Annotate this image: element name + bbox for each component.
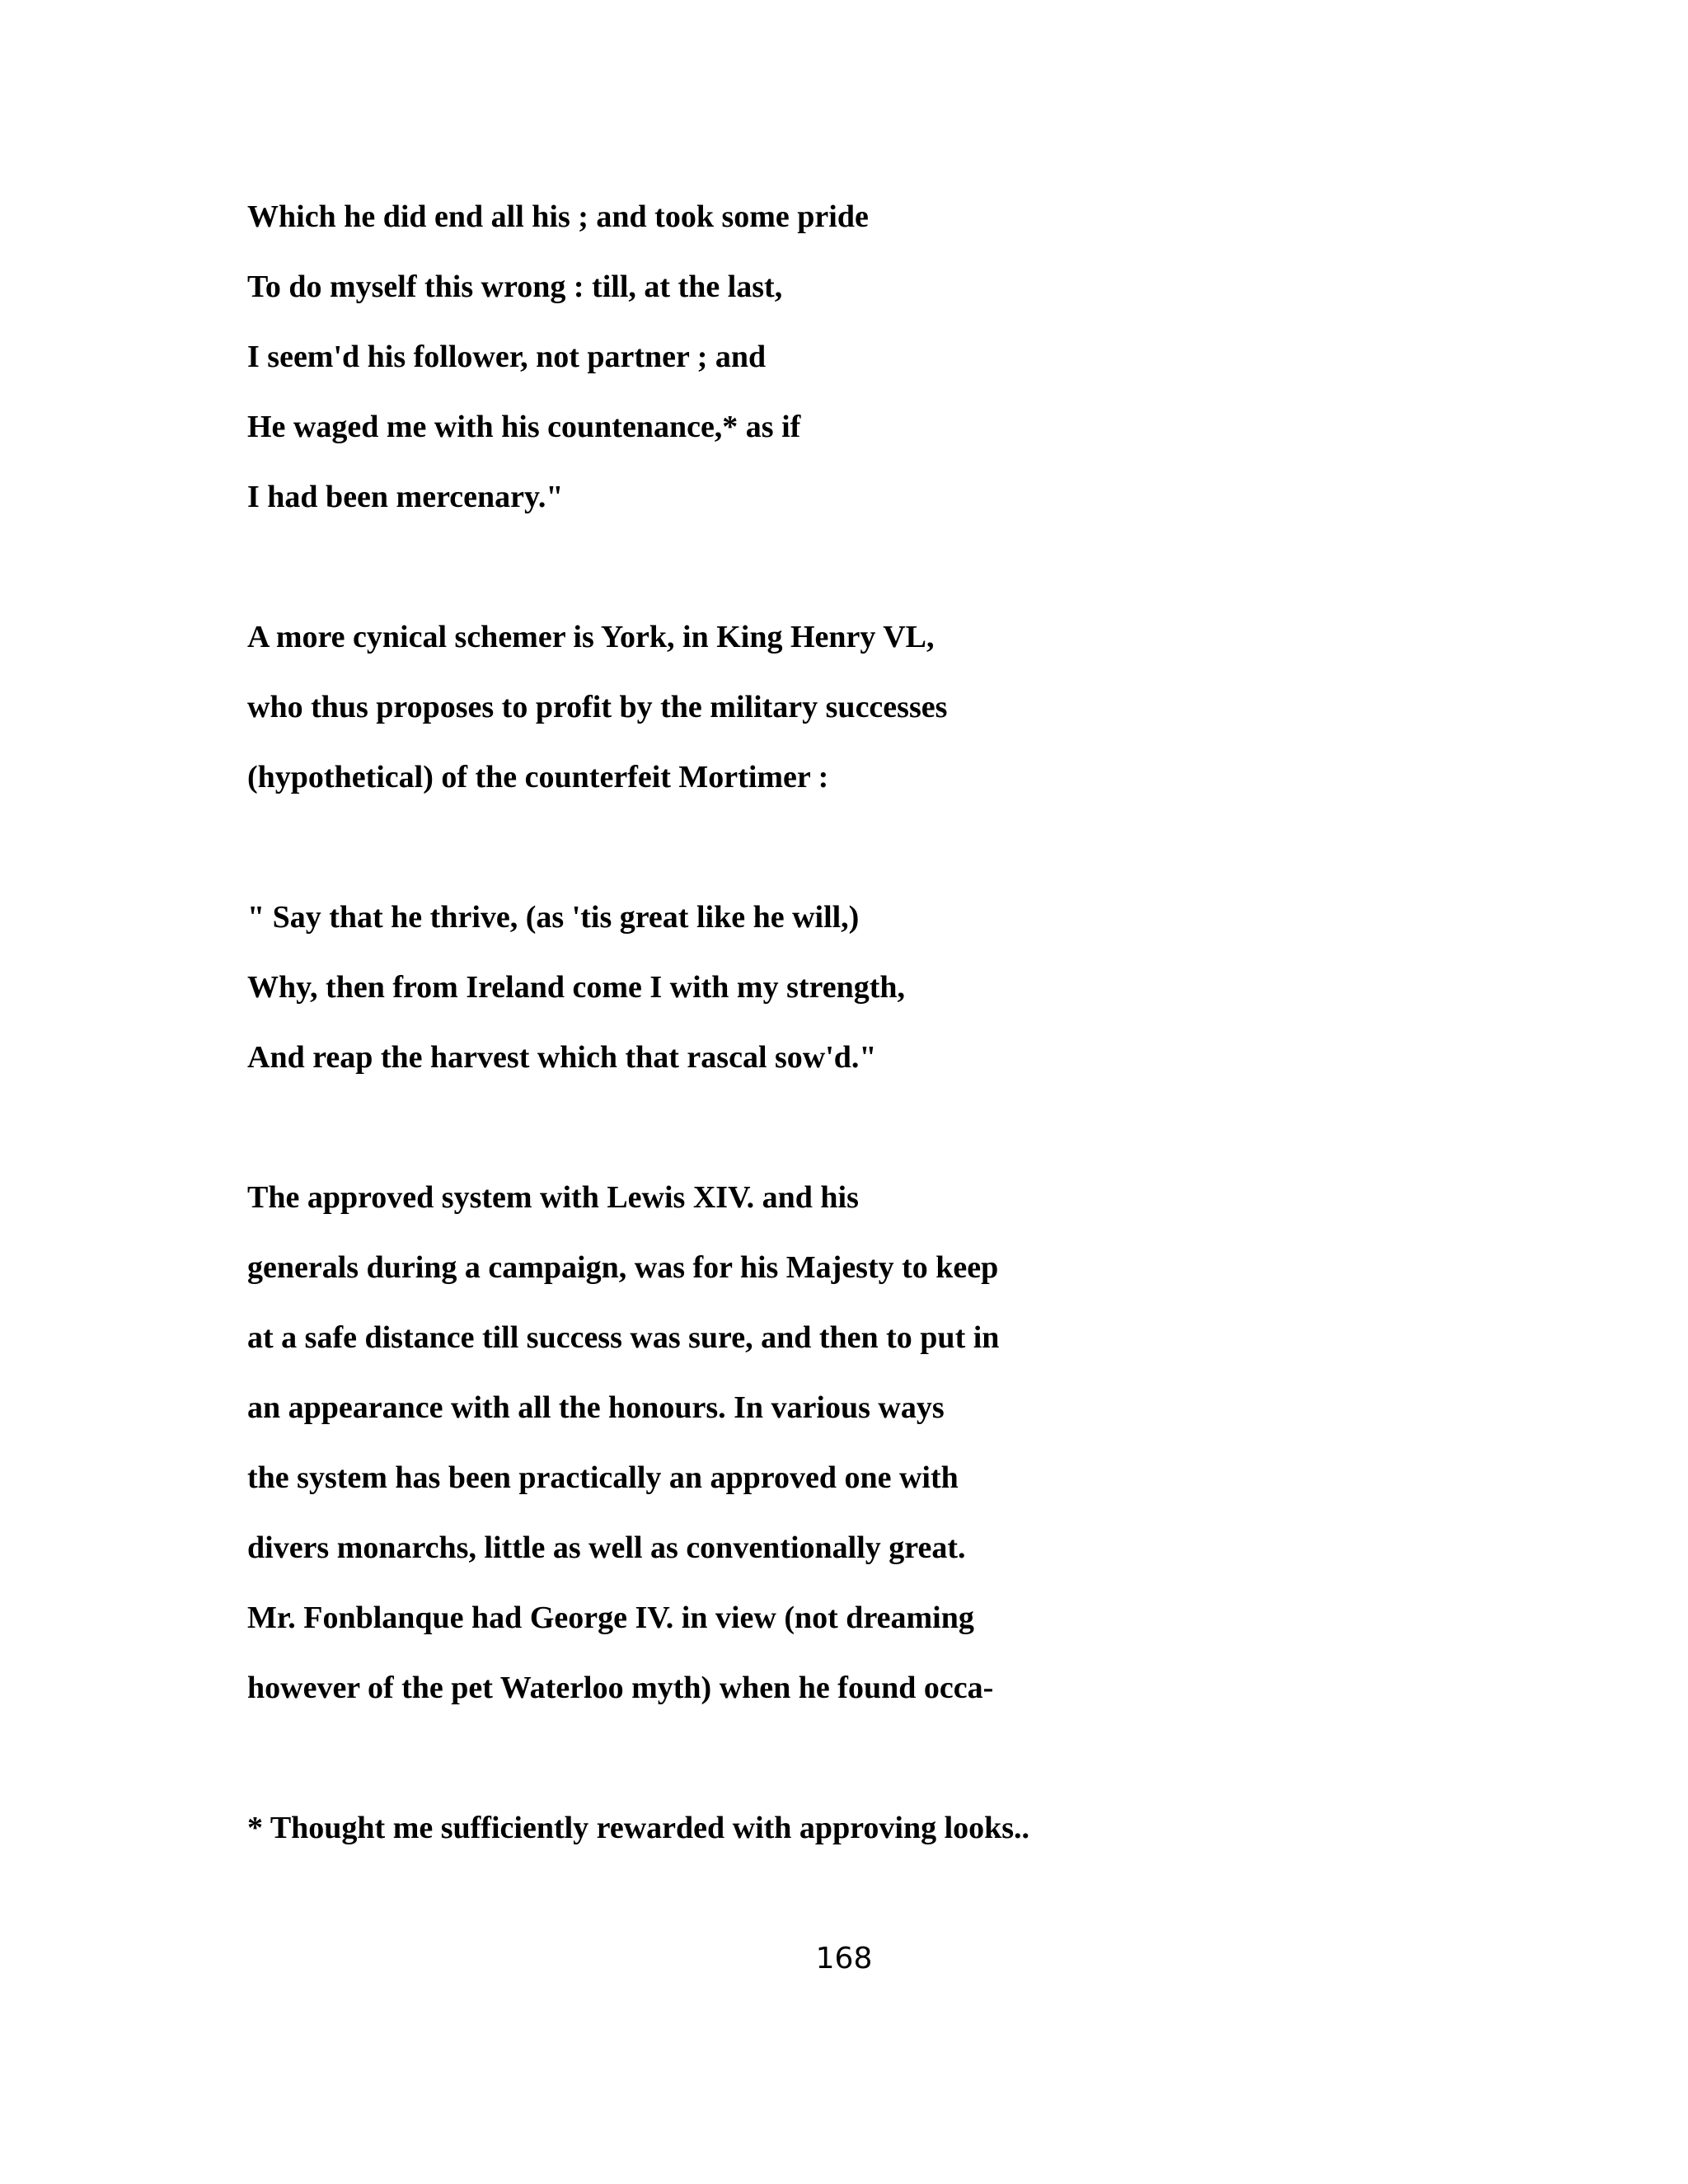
text-line: I seem'd his follower, not partner ; and (247, 340, 767, 374)
text-line: who thus proposes to profit by the military successes (247, 690, 948, 724)
text-line: generals during a campaign, was for his Majesty to keep (247, 1250, 999, 1285)
text-line: He waged me with his countenance,* as if (247, 410, 801, 444)
text-line: the system has been practically an approved one with (247, 1460, 959, 1495)
page-number: 168 (815, 1942, 873, 1975)
text-line: however of the pet Waterloo myth) when he found occa- (247, 1671, 994, 1705)
text-line: Which he did end all his ; and took some pride (247, 199, 869, 234)
text-line: " Say that he thrive, (as 'tis great like he will,) (247, 900, 860, 935)
text-line: (hypothetical) of the counterfeit Mortimer : (247, 760, 829, 794)
text-line: A more cynical schemer is York, in King Henry VL, (247, 620, 935, 654)
text-line: I had been mercenary." (247, 480, 564, 514)
text-line: divers monarchs, little as well as conventionally great. (247, 1530, 966, 1565)
text-line: an appearance with all the honours. In various ways (247, 1390, 945, 1425)
text-line: The approved system with Lewis XIV. and his (247, 1180, 859, 1215)
text-line: at a safe distance till success was sure, and then to put in (247, 1320, 1000, 1355)
text-line: And reap the harvest which that rascal sow'd." (247, 1040, 877, 1075)
text-line: Mr. Fonblanque had George IV. in view (not dreaming (247, 1601, 974, 1635)
text-line: Why, then from Ireland come I with my strength, (247, 970, 905, 1005)
footnote: * Thought me sufficiently rewarded with approving looks.. (247, 1811, 1030, 1845)
text-line: To do myself this wrong : till, at the last, (247, 269, 783, 304)
